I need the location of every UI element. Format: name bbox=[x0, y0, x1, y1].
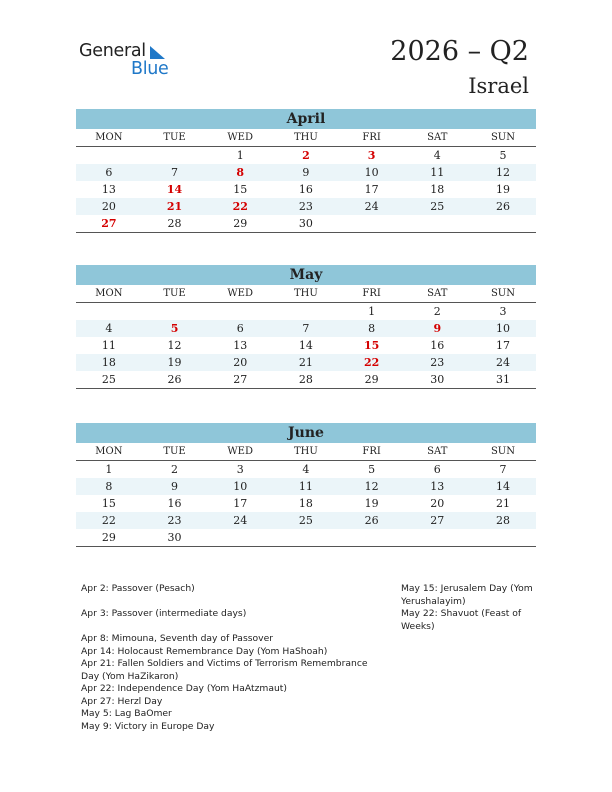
weekday-label: THU bbox=[293, 132, 318, 143]
day-cell: 12 bbox=[495, 166, 510, 179]
week-row bbox=[76, 495, 536, 512]
day-cell: 6 bbox=[433, 463, 441, 476]
weekday-label: FRI bbox=[362, 288, 381, 299]
day-cell: 23 bbox=[167, 514, 182, 527]
day-cell: 15 bbox=[233, 183, 248, 196]
week-row bbox=[76, 181, 536, 198]
empty-day-cell bbox=[76, 147, 142, 164]
holiday-note: May 15: Jerusalem Day (Yom Yerushalayim) bbox=[401, 583, 533, 607]
country-name: Israel bbox=[468, 74, 529, 98]
holiday-note: Apr 22: Independence Day (Yom HaAtzmaut) bbox=[81, 683, 287, 694]
day-cell: 24 bbox=[364, 200, 379, 213]
empty-day-cell bbox=[273, 303, 339, 320]
logo bbox=[79, 41, 179, 81]
weekday-label: SAT bbox=[427, 446, 448, 457]
day-cell: 19 bbox=[167, 356, 182, 369]
day-cell: 27 bbox=[430, 514, 445, 527]
day-cell: 13 bbox=[101, 183, 116, 196]
day-cell: 16 bbox=[298, 183, 313, 196]
day-cell: 11 bbox=[298, 480, 313, 493]
day-cell: 14 bbox=[166, 183, 183, 196]
holiday-note: May 9: Victory in Europe Day bbox=[81, 720, 215, 732]
empty-day-cell bbox=[207, 529, 273, 546]
week-row bbox=[76, 198, 536, 215]
day-cell: 24 bbox=[495, 356, 510, 369]
weekday-label: FRI bbox=[362, 446, 381, 457]
holiday-note: May 5: Lag BaOmer bbox=[81, 708, 172, 719]
day-cell: 22 bbox=[101, 514, 116, 527]
day-cell: 3 bbox=[236, 463, 244, 476]
day-cell: 7 bbox=[171, 166, 179, 179]
day-cell: 19 bbox=[364, 497, 379, 510]
weekday-label: FRI bbox=[362, 132, 381, 143]
day-cell: 24 bbox=[233, 514, 248, 527]
month-title: June bbox=[76, 423, 536, 443]
weekday-label: WED bbox=[227, 288, 254, 299]
empty-day-cell bbox=[339, 529, 405, 546]
day-cell: 3 bbox=[499, 305, 507, 318]
week-row bbox=[76, 320, 536, 337]
holiday-note: Apr 27: Herzl Day bbox=[81, 695, 163, 707]
day-cell: 26 bbox=[167, 373, 182, 386]
day-cell: 22 bbox=[363, 356, 380, 369]
day-cell: 26 bbox=[364, 514, 379, 527]
holiday-note: Apr 2: Passover (Pesach) bbox=[81, 583, 195, 594]
week-row bbox=[76, 354, 536, 371]
day-cell: 9 bbox=[171, 480, 179, 493]
day-cell: 4 bbox=[302, 463, 310, 476]
day-cell: 18 bbox=[101, 356, 116, 369]
day-cell: 17 bbox=[233, 497, 248, 510]
day-cell: 21 bbox=[495, 497, 510, 510]
day-cell: 10 bbox=[495, 322, 510, 335]
holiday-note: May 22: Shavuot (Feast of Weeks) bbox=[401, 608, 522, 632]
day-cell: 3 bbox=[367, 149, 376, 162]
note-spacer bbox=[81, 621, 381, 634]
day-cell: 25 bbox=[298, 514, 313, 527]
day-cell: 6 bbox=[236, 322, 244, 335]
weekday-label: THU bbox=[293, 446, 318, 457]
empty-day-cell bbox=[207, 303, 273, 320]
week-row bbox=[76, 478, 536, 495]
empty-day-cell bbox=[404, 215, 470, 232]
day-cell: 15 bbox=[101, 497, 116, 510]
holiday-notes-right bbox=[401, 583, 541, 633]
day-cell: 27 bbox=[233, 373, 248, 386]
day-cell: 7 bbox=[302, 322, 310, 335]
day-cell: 1 bbox=[236, 149, 244, 162]
day-cell: 28 bbox=[167, 217, 182, 230]
day-cell: 17 bbox=[364, 183, 379, 196]
day-cell: 28 bbox=[495, 514, 510, 527]
day-cell: 14 bbox=[495, 480, 510, 493]
day-cell: 16 bbox=[167, 497, 182, 510]
day-cell: 10 bbox=[233, 480, 248, 493]
weekday-label: MON bbox=[95, 132, 123, 143]
day-cell: 9 bbox=[433, 322, 442, 335]
week-row bbox=[76, 371, 536, 389]
holiday-note: Apr 8: Mimouna, Seventh day of Passover bbox=[81, 633, 273, 644]
day-cell: 27 bbox=[101, 217, 117, 230]
empty-day-cell bbox=[273, 529, 339, 546]
week-row bbox=[76, 337, 536, 354]
week-row bbox=[76, 512, 536, 529]
empty-day-cell bbox=[76, 303, 142, 320]
day-cell: 21 bbox=[166, 200, 183, 213]
weekday-label: SUN bbox=[490, 132, 515, 143]
week-row bbox=[76, 147, 536, 164]
empty-day-cell bbox=[470, 215, 536, 232]
day-cell: 11 bbox=[430, 166, 445, 179]
weekday-header-row bbox=[76, 285, 536, 303]
day-cell: 20 bbox=[101, 200, 116, 213]
month-title: May bbox=[76, 265, 536, 285]
day-cell: 12 bbox=[167, 339, 182, 352]
day-cell: 5 bbox=[368, 463, 376, 476]
day-cell: 29 bbox=[364, 373, 379, 386]
day-cell: 9 bbox=[302, 166, 310, 179]
note-spacer bbox=[81, 596, 381, 609]
day-cell: 1 bbox=[368, 305, 376, 318]
day-cell: 30 bbox=[167, 531, 182, 544]
month-may bbox=[76, 265, 536, 389]
weekday-label: SAT bbox=[427, 288, 448, 299]
weekday-label: WED bbox=[227, 132, 254, 143]
weekday-label: SAT bbox=[427, 132, 448, 143]
day-cell: 12 bbox=[364, 480, 379, 493]
weekday-label: SUN bbox=[490, 288, 515, 299]
day-cell: 7 bbox=[499, 463, 507, 476]
page-title: 2026 – Q2 bbox=[390, 36, 529, 67]
week-row bbox=[76, 529, 536, 547]
logo-word-general: General bbox=[79, 41, 146, 61]
day-cell: 20 bbox=[233, 356, 248, 369]
day-cell: 30 bbox=[298, 217, 313, 230]
day-cell: 26 bbox=[495, 200, 510, 213]
day-cell: 6 bbox=[105, 166, 113, 179]
day-cell: 17 bbox=[495, 339, 510, 352]
day-cell: 29 bbox=[233, 217, 248, 230]
week-row bbox=[76, 461, 536, 478]
day-cell: 8 bbox=[105, 480, 113, 493]
day-cell: 18 bbox=[298, 497, 313, 510]
day-cell: 8 bbox=[368, 322, 376, 335]
weekday-label: TUE bbox=[163, 132, 186, 143]
day-cell: 21 bbox=[298, 356, 313, 369]
day-cell: 19 bbox=[495, 183, 510, 196]
day-cell: 5 bbox=[499, 149, 507, 162]
holiday-note: Apr 14: Holocaust Remembrance Day (Yom HaShoah) bbox=[81, 645, 328, 657]
weekday-label: WED bbox=[227, 446, 254, 457]
day-cell: 14 bbox=[298, 339, 313, 352]
day-cell: 4 bbox=[433, 149, 441, 162]
holiday-note: Apr 3: Passover (intermediate days) bbox=[81, 608, 247, 619]
month-april bbox=[76, 109, 536, 233]
day-cell: 25 bbox=[430, 200, 445, 213]
logo-word-blue: Blue bbox=[131, 59, 169, 79]
empty-day-cell bbox=[470, 529, 536, 546]
weekday-header-row bbox=[76, 443, 536, 461]
day-cell: 30 bbox=[430, 373, 445, 386]
day-cell: 16 bbox=[430, 339, 445, 352]
week-row bbox=[76, 215, 536, 233]
day-cell: 23 bbox=[430, 356, 445, 369]
weekday-header-row bbox=[76, 129, 536, 147]
day-cell: 28 bbox=[298, 373, 313, 386]
day-cell: 31 bbox=[495, 373, 510, 386]
logo-triangle-icon bbox=[150, 46, 166, 60]
day-cell: 4 bbox=[105, 322, 113, 335]
day-cell: 18 bbox=[430, 183, 445, 196]
month-june bbox=[76, 423, 536, 547]
weekday-label: MON bbox=[95, 446, 123, 457]
day-cell: 11 bbox=[101, 339, 116, 352]
weekday-label: TUE bbox=[163, 446, 186, 457]
day-cell: 15 bbox=[363, 339, 380, 352]
day-cell: 10 bbox=[364, 166, 379, 179]
day-cell: 2 bbox=[302, 149, 310, 162]
day-cell: 2 bbox=[433, 305, 441, 318]
empty-day-cell bbox=[142, 303, 208, 320]
month-title: April bbox=[76, 109, 536, 129]
weekday-label: SUN bbox=[490, 446, 515, 457]
day-cell: 8 bbox=[236, 166, 245, 179]
weekday-label: MON bbox=[95, 288, 123, 299]
week-row bbox=[76, 303, 536, 320]
day-cell: 13 bbox=[233, 339, 248, 352]
day-cell: 29 bbox=[101, 531, 116, 544]
day-cell: 5 bbox=[170, 322, 179, 335]
empty-day-cell bbox=[404, 529, 470, 546]
week-row bbox=[76, 164, 536, 181]
day-cell: 1 bbox=[105, 463, 113, 476]
day-cell: 2 bbox=[171, 463, 179, 476]
holiday-note: Apr 21: Fallen Soldiers and Victims of Terrorism Remembrance Day (Yom HaZikaron) bbox=[81, 658, 368, 682]
day-cell: 25 bbox=[101, 373, 116, 386]
day-cell: 13 bbox=[430, 480, 445, 493]
day-cell: 20 bbox=[430, 497, 445, 510]
holiday-notes-left bbox=[81, 583, 381, 733]
weekday-label: TUE bbox=[163, 288, 186, 299]
empty-day-cell bbox=[339, 215, 405, 232]
day-cell: 22 bbox=[232, 200, 248, 213]
day-cell: 23 bbox=[298, 200, 313, 213]
weekday-label: THU bbox=[293, 288, 318, 299]
empty-day-cell bbox=[142, 147, 208, 164]
